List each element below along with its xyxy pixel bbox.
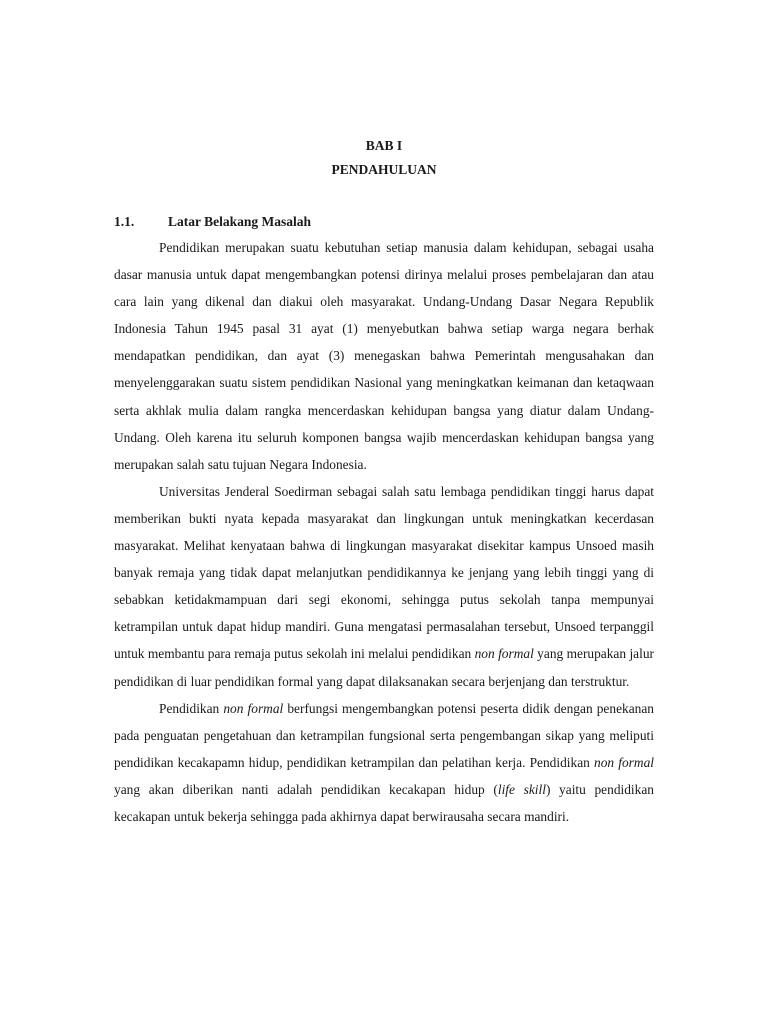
chapter-number: BAB I	[365, 138, 403, 153]
section-heading	[114, 210, 654, 234]
paragraph-1: Pendidikan merupakan suatu kebutuhan setiap manusia dalam kehidupan, sebagai usaha dasar manusia untuk dapat mengembangkan potensi dirinya melalui proses pembelajaran dan atau cara lain yang dikenal dan diakui oleh masyarakat. Undang-Undang Dasar Negara Republik Indonesia Tahun 1945 pasal 31 ayat (1) menyebutkan bahwa setiap warga negara berhak mendapatkan pendidikan, dan ayat (3) menegaskan bahwa Pemerintah mengusahakan dan menyelenggarakan suatu sistem pendidikan Nasional yang meningkatkan keimanan dan ketaqwaan serta akhlak mulia dalam rangka mencerdaskan kehidupan bangsa yang diatur dalam Undang-Undang. Oleh karena itu seluruh komponen bangsa wajib mencerdaskan kehidupan bangsa yang merupakan salah satu tujuan Negara Indonesia.	[114, 240, 654, 472]
chapter-heading	[114, 134, 654, 182]
paragraph-3-italic-term-3: life skill	[497, 781, 546, 797]
document-page	[114, 134, 654, 830]
chapter-title: PENDAHULUAN	[331, 162, 437, 177]
paragraph-2-text-c: yang merupakan jalur pendidikan di luar pendidikan formal yang dapat dilaksanakan secara berjenjang dan terstruktur.	[114, 646, 654, 689]
paragraph-2-text-a: Universitas Jenderal Soedirman sebagai salah satu lembaga pendidikan tinggi harus dapat memberikan bukti nyata kepada masyarakat dan lingkungan untuk meningkatkan kecerdasan masyarakat. Melihat kenyataan bahwa di lingkungan masyarakat disekitar kampus Unsoed masih banyak remaja yang tidak dapat melanjutkan pendidikannya ke jenjang yang lebih tinggi yang di sebabkan ketidakmampuan dari segi ekonomi, sehingga putus sekolah tanpa mempunyai ketrampilan untuk dapat hidup mandiri. Guna mengatasi permasalahan tersebut, Unsoed terpanggil untuk membantu para remaja putus sekolah ini melalui pendidikan	[114, 483, 654, 662]
section-title: Latar Belakang Masalah	[168, 214, 312, 229]
paragraph-3-text-a: Pendidikan	[159, 700, 224, 716]
paragraph-3-italic-term-1: non formal	[223, 700, 284, 716]
paragraph-3-text-c: berfungsi mengembangkan potensi peserta didik dengan penekanan pada penguatan pengetahuan dan ketrampilan fungsional serta pengembangan sikap yang meliputi pendidikan kecakapamn hidup, pendidikan ketrampilan dan pelatihan kerja. Pendidikan	[114, 700, 654, 770]
section-number: 1.1.	[114, 214, 135, 229]
paragraph-3-italic-term-2: non formal	[594, 754, 654, 770]
paragraph-3-text-g: ) yaitu pendidikan kecakapan untuk bekerja sehingga pada akhirnya dapat berwirausaha secara mandiri.	[114, 781, 654, 824]
paragraph-2	[114, 478, 654, 695]
paragraph-3-text-e: yang akan diberikan nanti adalah pendidikan kecakapan hidup (	[114, 781, 498, 797]
paragraph-3	[114, 695, 654, 830]
paragraph-2-italic-term: non formal	[474, 646, 534, 662]
